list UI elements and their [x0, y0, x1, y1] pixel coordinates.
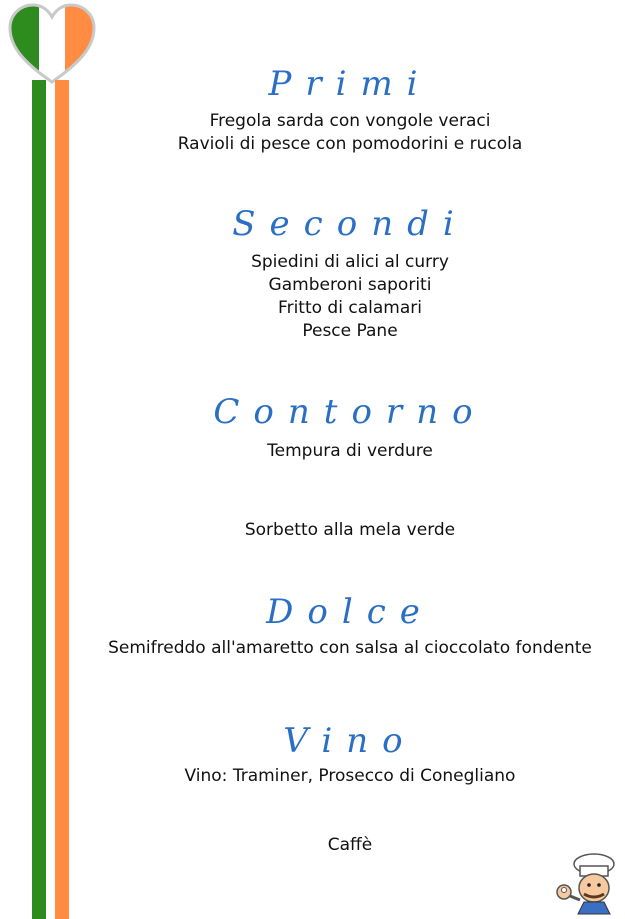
section-title-contorno: Contorno — [213, 392, 487, 432]
menu-item: Fritto di calamari — [278, 298, 422, 318]
menu-item: Tempura di verdure — [267, 441, 433, 461]
section-items-contorno — [60, 440, 625, 463]
section-title-vino: Vino — [283, 721, 417, 761]
section-items-sorbetto — [60, 519, 625, 542]
menu-item: Semifreddo all'amaretto con salsa al cioccolato fondente — [108, 638, 592, 658]
section-title-primi: Primi — [268, 64, 432, 104]
menu-item: Ravioli di pesce con pomodorini e rucola — [177, 134, 523, 154]
menu-item: Vino: Traminer, Prosecco di Conegliano — [184, 766, 516, 786]
section-items-dolce — [60, 637, 625, 660]
chef-icon — [550, 852, 620, 916]
menu-item: Gamberoni saporiti — [268, 275, 432, 295]
menu-item: Caffè — [327, 835, 373, 855]
section-title-dolce: Dolce — [266, 592, 434, 632]
section-title-secondi: Secondi — [232, 204, 468, 244]
section-items-primi — [60, 110, 625, 156]
section-items-secondi — [60, 251, 625, 343]
menu-item: Pesce Pane — [302, 321, 398, 341]
menu-item: Fregola sarda con vongole veraci — [209, 111, 491, 131]
menu-item: Spiedini di alici al curry — [251, 252, 449, 272]
green-stripe — [32, 80, 46, 919]
section-items-vino — [60, 765, 625, 788]
section-items-caffe — [60, 834, 625, 857]
menu-item: Sorbetto alla mela verde — [244, 520, 456, 540]
